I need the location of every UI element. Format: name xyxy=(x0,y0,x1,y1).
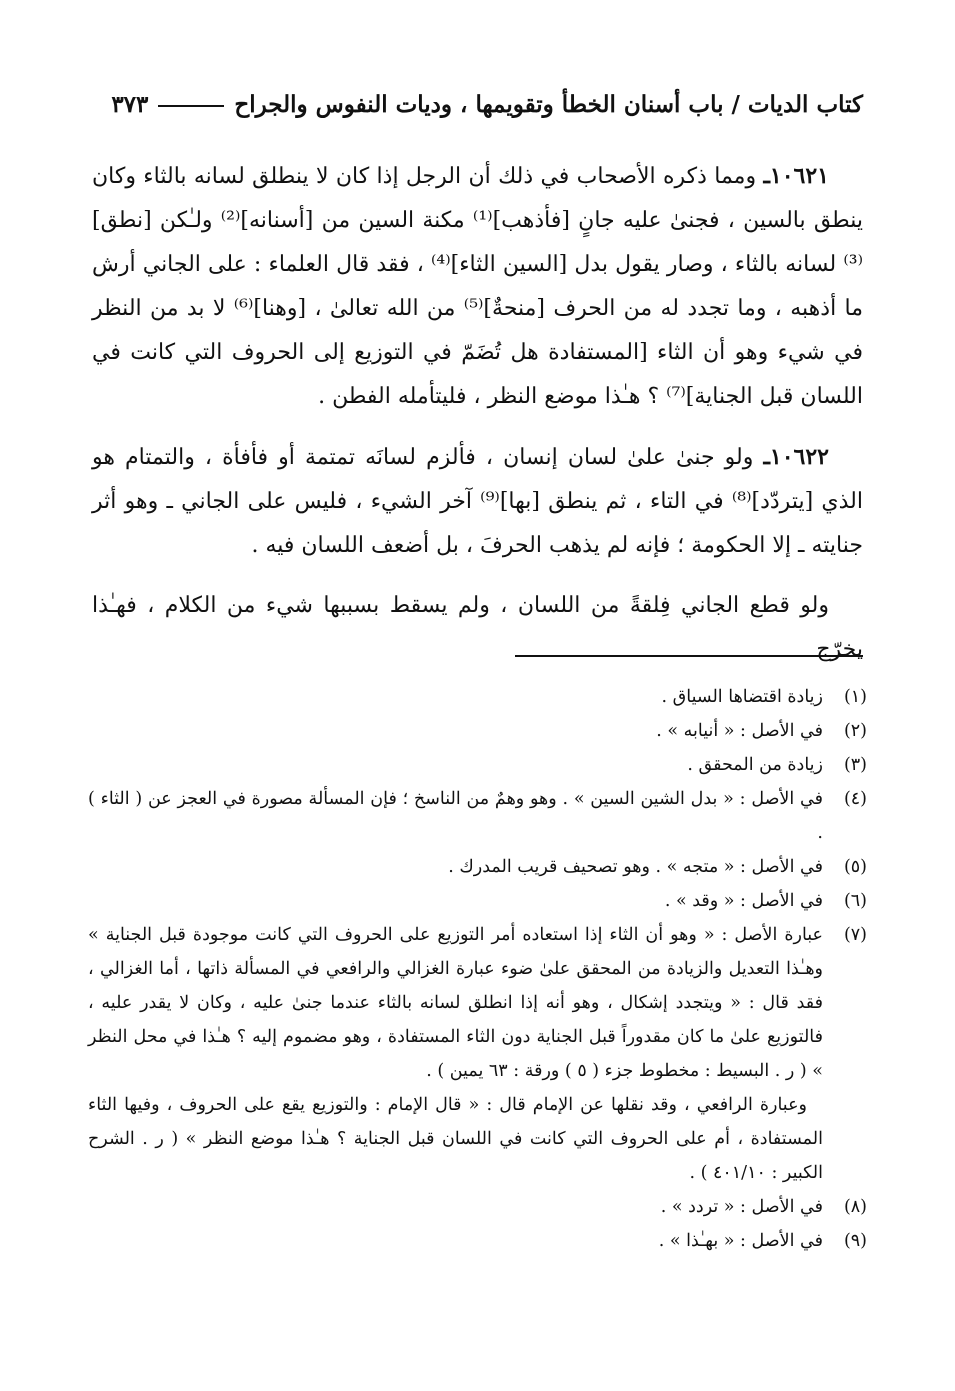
footnote-number: (٩) xyxy=(843,1231,867,1251)
footnote-separator xyxy=(515,655,863,657)
footnote-number: (٥) xyxy=(843,857,867,877)
footnote xyxy=(88,1224,867,1258)
footnote xyxy=(88,680,867,714)
footnote-text: في الأصل : « أنيابه » . xyxy=(656,721,823,741)
footnote-continuation: وعبارة الرافعي ، وقد نقلها عن الإمام قال : « قال الإمام : والتوزيع يقع على الحروف ، وفيها الثاء المستفادة ، أم على الحروف التي كانت في اللسان قبل الجناية ؟ هـٰذا موضع النظر » ( ر . الشرح الكبير : ٤٠١/١٠ ) . xyxy=(88,1095,823,1183)
footnote-text: في الأصل : « بدل الشين السين » . وهو وهمٌ من الناسخ ؛ فإن المسألة مصورة في العجز عن ( الثاء ) . xyxy=(88,789,823,843)
header-rule xyxy=(158,105,224,107)
paragraph-10622 xyxy=(92,435,863,568)
page-number: ٣٧٣ xyxy=(111,90,149,118)
footnote-text: في الأصل : « بهـٰذا » . xyxy=(658,1231,823,1251)
footnote-text: زيادة اقتضاها السياق . xyxy=(661,687,823,707)
paragraph-number: ١٠٦٢١ـ xyxy=(763,163,829,189)
running-header xyxy=(92,84,863,124)
paragraph-text: ومما ذكره الأصحاب في ذلك أن الرجل إذا كان لا ينطلق لسانه بالثاء وكان ينطق بالسين ، فجنىٰ عليه جانٍ [فأذهب]⁽¹⁾ مكنة السين من [أسنانه]⁽²⁾ ولـٰكن [نطق]⁽³⁾ لسانه بالثاء ، وصار يقول بدل [السين الثاء]⁽⁴⁾ ، فقد قال العلماء : على الجاني أرش ما أذهبه ، وما تجدد له من الحرف [منحةٌ]⁽⁵⁾ من الله تعالىٰ ، [وهنا]⁽⁶⁾ لا بد من النظر في شيء وهو أن الثاء [المستفادة هل تُضَمّ في التوزيع إلى الحروف التي كانت في اللسان قبل الجناية]⁽⁷⁾ ؟ هـٰذا موضع النظر ، فليتأمله الفطن . xyxy=(92,164,864,409)
footnote-text: عبارة الأصل : « وهو أن الثاء إذا استعاده أمر التوزيع على الحروف التي كانت موجودة قبل الجناية » وهـٰذا التعديل والزيادة من المحقق علىٰ ضوء عبارة الغزالي والرافعي في المسألة ذاتها ، أما الغزالي ، فقد قال : « ويتجدد إشكال ، وهو أنه إذا انطلق لسانه بالثاء عندما جنىٰ عليه ، وكان لا يقدر عليه ، فالتوزيع علىٰ ما كان مقدوراً قبل الجناية دون الثاء المستفادة ، وهو مضموم إليه ؟ هـٰذا في محل النظر » ( ر . البسيط : مخطوط جزء ( ٥ ) ورقة : ٦٣ يمين ) . xyxy=(88,925,823,1081)
footnote-number: (٧) xyxy=(843,925,867,945)
header-title: كتاب الديات / باب أسنان الخطأ وتقويمها ، وديات النفوس والجراح xyxy=(234,90,863,118)
footnote-number: (١) xyxy=(843,687,867,707)
footnote-text: في الأصل : « تردد » . xyxy=(660,1197,823,1217)
paragraph-text: ولو جنىٰ علىٰ لسان إنسان ، فألزم لسانَه تمتمة أو فأفأة ، والتمتام هو الذي [يتردّد]⁽⁸⁾ في التاء ، ثم ينطق [بها]⁽⁹⁾ آخر الشيء ، فليس على الجاني ـ وهو أثر جنايته ـ إلا الحكومة ؛ فإنه لم يذهب الحرفَ ، بل أضعف اللسان فيه . xyxy=(92,445,863,558)
footnote xyxy=(88,748,867,782)
paragraph-text: ولو قطع الجاني فِلقةً من اللسان ، ولم يسقط بسببها شيء من الكلام ، فهـٰذا يخرّج xyxy=(92,593,863,662)
footnote-number: (٣) xyxy=(843,755,867,775)
footnote xyxy=(88,1190,867,1224)
footnote-number: (٤) xyxy=(843,789,867,809)
footnote-text: في الأصل : « وقد » . xyxy=(664,891,823,911)
paragraph-10621 xyxy=(92,154,863,419)
footnote-number: (٦) xyxy=(843,891,867,911)
paragraph-continuation xyxy=(92,584,863,672)
footnote xyxy=(88,714,867,748)
footnote-text: زيادة من المحقق . xyxy=(687,755,823,775)
footnote xyxy=(88,884,867,918)
footnote xyxy=(88,918,867,1190)
main-text xyxy=(92,154,863,688)
paragraph-number: ١٠٦٢٢ـ xyxy=(763,444,829,470)
footnotes xyxy=(88,680,867,1258)
footnote xyxy=(88,850,867,884)
footnote-number: (٨) xyxy=(843,1197,867,1217)
footnote-text: في الأصل : « متجه » . وهو تصحيف قريب المدرك . xyxy=(448,857,823,877)
footnote-number: (٢) xyxy=(843,721,867,741)
footnote-body xyxy=(88,918,823,1190)
footnote xyxy=(88,782,867,850)
